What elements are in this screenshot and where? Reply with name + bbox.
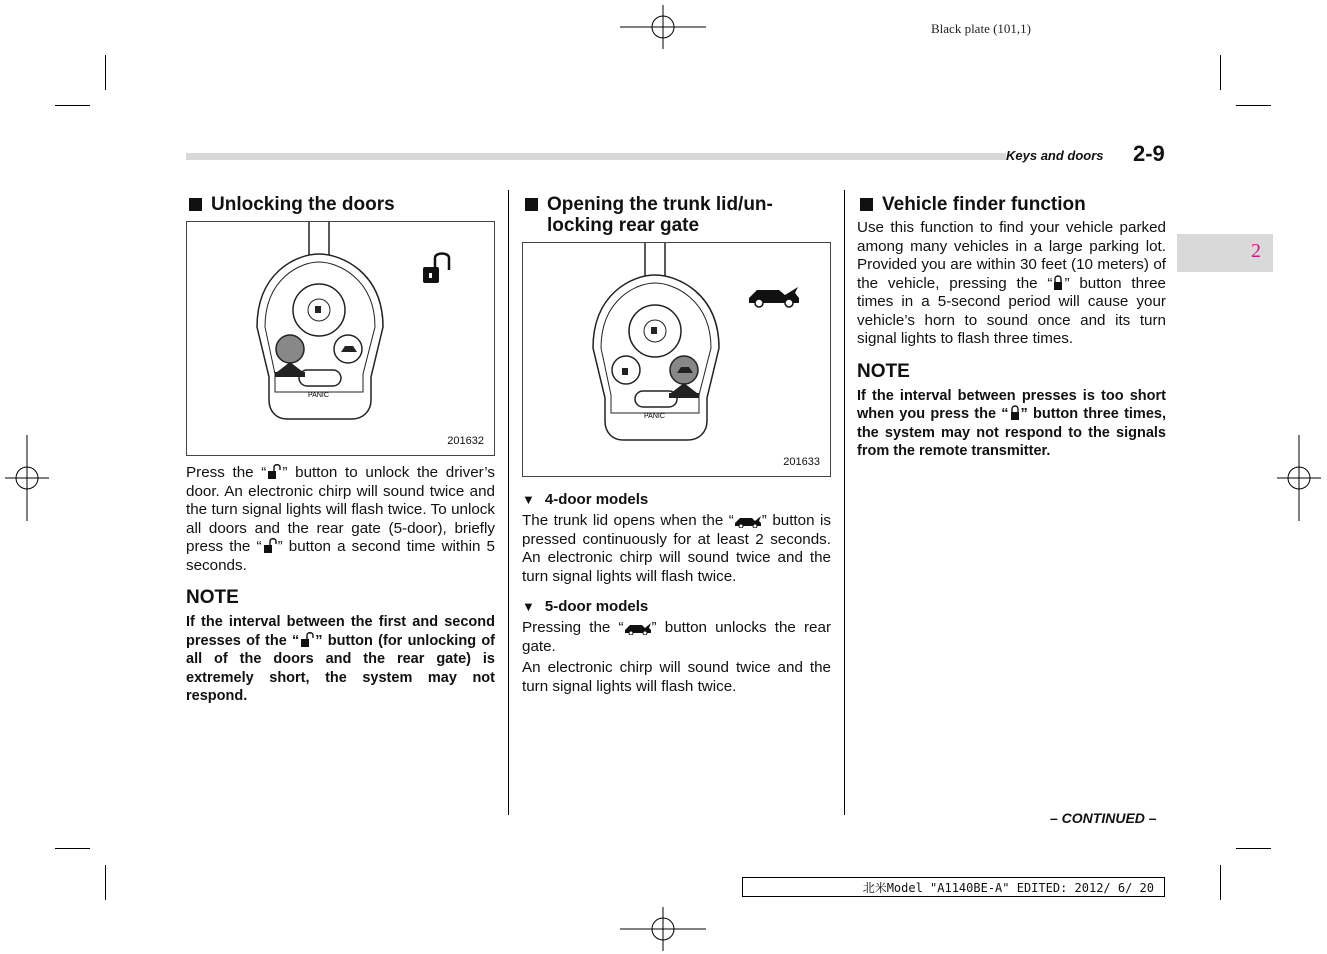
subheading-5-door: ▼ 5-door models [522,598,649,615]
trunk-icon [749,287,799,307]
column-vehicle-finder [857,194,1166,461]
column-trunk [522,194,831,696]
figure-code: 201633 [783,456,820,468]
column-unlocking [186,194,495,706]
panic-label: PANIC [644,413,665,420]
keyfob-illustration [187,222,494,455]
lock-icon [1052,275,1064,291]
registration-mark-top [620,5,706,49]
trunk-icon [624,621,652,635]
paragraph-5-door: Pressing the “ ” button unlocks the rear gate. [522,619,832,655]
paragraph-5-door-chirp: An electronic chirp will sound twice and the turn signal lights will flash twice. [522,659,831,695]
note-title: NOTE [857,360,910,382]
unlock-icon [266,464,282,480]
registration-mark-left [5,435,49,521]
column-divider-1 [508,190,509,815]
keyfob-illustration [523,243,830,476]
continued-label: – CONTINUED – [1050,810,1157,826]
paragraph-vehicle-finder: Use this function to find your vehicle parked among many vehicles in a large parking lot. Provided you are within 30 feet (10 meters) of the vehicle, pressing the “ ” button three times in a 5-second period will cause your vehicle’s horn to sound once and its turn signal lights to flash three times. [857,219,1167,347]
column-divider-2 [844,190,845,815]
panic-label: PANIC [308,392,329,399]
header-bar [186,153,1006,160]
figure-trunk [522,242,831,477]
heading-vehicle-finder: Vehicle finder function [857,194,1166,215]
plate-label: Black plate (101,1) [931,21,1031,36]
note-title: NOTE [186,587,239,608]
figure-unlocking [186,221,495,456]
paragraph-4-door: The trunk lid opens when the “ ” button is pressed continuously for at least 2 seconds. An electronic chirp will sound twice and the turn signal lights will flash twice. [522,512,831,585]
note-unlocking: If the interval between the first and second presses of the “ ” button (for unlocking of all of the doors and the rear gate) is extremely short, the system may not respond. [186,614,495,704]
figure-code: 201632 [447,435,484,447]
unlock-icon [299,632,315,648]
chapter-number: 2 [1251,240,1261,262]
heading-unlocking: Unlocking the doors [186,194,495,215]
heading-trunk: Opening the trunk lid/unlocking rear gate [522,194,831,236]
chapter-tab [1177,234,1273,272]
subheading-4-door: ▼ 4-door models [522,491,649,508]
note-vehicle-finder: If the interval between presses is too short when you press the “ ” button three times, the system may not respond to the signals from the remote transmitter. [857,387,1166,459]
registration-mark-right [1277,435,1321,521]
trunk-icon [734,514,762,528]
page-number: 2-9 [1133,141,1165,166]
unlock-icon [262,538,278,554]
unlock-icon [423,254,449,284]
lock-icon [1009,405,1021,421]
registration-mark-bottom [620,907,706,951]
section-title: Keys and doors [1006,148,1104,163]
paragraph-unlocking: Press the “ ” button to unlock the driver’s door. An electronic chirp will sound twice and the turn signal lights will flash twice. To unlock all doors and the rear gate (5-door), briefly press the “ ” button a second time within 5 seconds. [186,464,496,574]
edit-footer: 北米Model "A1140BE-A" EDITED: 2012/ 6/ 20 [742,877,1165,897]
